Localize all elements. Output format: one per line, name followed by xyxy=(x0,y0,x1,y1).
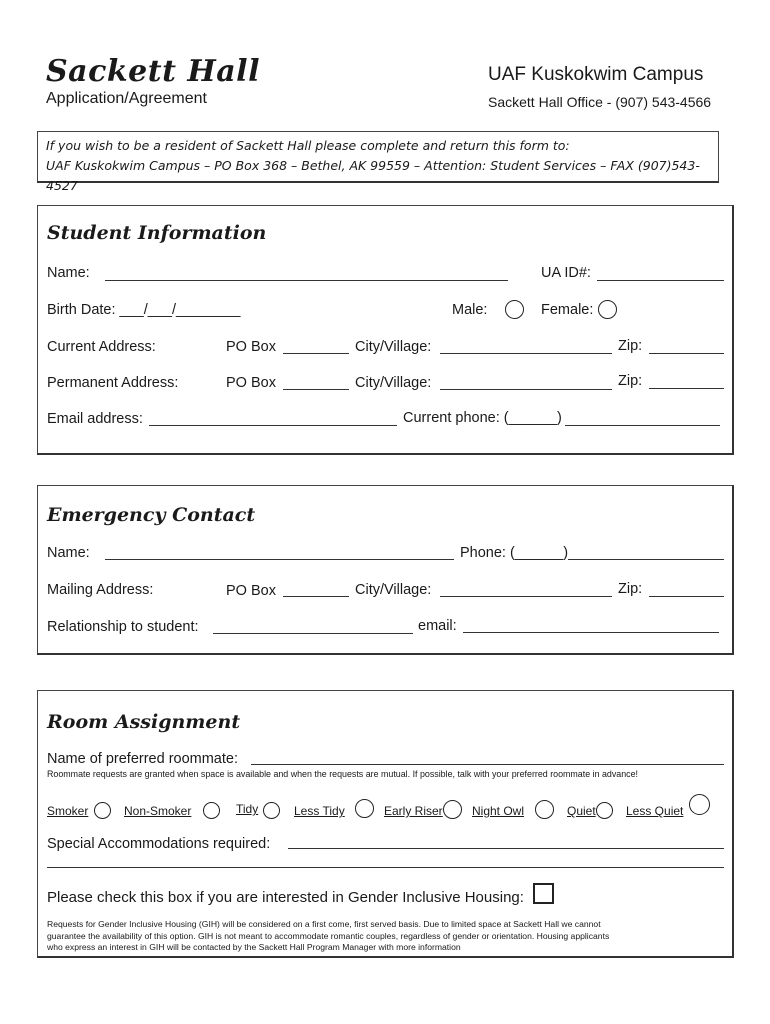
email-field[interactable] xyxy=(149,425,397,426)
pref-quiet-radio[interactable] xyxy=(596,802,613,819)
student-name-field[interactable] xyxy=(105,280,508,281)
gih-note-line-2: guarantee the availability of this option. GIH is not meant to accommodate romantic couples, regardless of gender or orientation. Housing applicants xyxy=(47,931,610,941)
permanent-zip-label: Zip: xyxy=(618,373,643,389)
gih-label: Please check this box if you are interested in Gender Inclusive Housing: xyxy=(47,889,524,906)
room-section-title: Room Assignment xyxy=(47,711,241,733)
pref-smoker-label: Smoker xyxy=(47,804,89,818)
emergency-section-title: Emergency Contact xyxy=(47,504,256,526)
permanent-address-label: Permanent Address: xyxy=(47,375,179,391)
emergency-email-label: email: xyxy=(418,618,457,634)
office-phone: Sackett Hall Office - (907) 543-4566 xyxy=(488,94,712,110)
permanent-po-box-label: PO Box xyxy=(226,375,276,391)
pref-night-owl-label: Night Owl xyxy=(472,804,525,818)
male-radio[interactable] xyxy=(505,300,524,319)
gih-checkbox[interactable] xyxy=(533,883,554,904)
emergency-phone-field[interactable] xyxy=(568,559,724,560)
ua-id-field[interactable] xyxy=(597,280,724,281)
relationship-field[interactable] xyxy=(213,633,413,634)
pref-night-owl-radio[interactable] xyxy=(535,800,554,819)
emergency-city-field[interactable] xyxy=(440,596,612,597)
current-po-box-label: PO Box xyxy=(226,339,276,355)
emergency-email-field[interactable] xyxy=(463,632,719,633)
gih-note-line-1: Requests for Gender Inclusive Housing (GIH) will be considered on a first come, first served basis. Due to limited space at Sackett Hall we cannot xyxy=(47,919,601,929)
current-address-label: Current Address: xyxy=(47,339,156,355)
emergency-contact-section xyxy=(37,485,734,655)
current-city-label: City/Village: xyxy=(355,339,432,355)
campus-name: UAF Kuskokwim Campus xyxy=(488,64,704,85)
permanent-zip-field[interactable] xyxy=(649,388,724,389)
emergency-name-label: Name: xyxy=(47,545,90,561)
form-title: Sackett Hall xyxy=(46,54,260,89)
special-accommodations-field-1[interactable] xyxy=(288,848,724,849)
email-label: Email address: xyxy=(47,411,143,427)
current-zip-field[interactable] xyxy=(649,353,724,354)
student-information-section xyxy=(37,205,734,455)
student-section-title: Student Information xyxy=(47,222,267,244)
room-assignment-section xyxy=(37,690,734,958)
pref-non-smoker-radio[interactable] xyxy=(203,802,220,819)
permanent-po-box-field[interactable] xyxy=(283,389,349,390)
emergency-city-label: City/Village: xyxy=(355,582,432,598)
emergency-zip-label: Zip: xyxy=(618,581,643,597)
emergency-po-box-label: PO Box xyxy=(226,583,276,599)
pref-less-quiet-radio[interactable] xyxy=(689,794,710,815)
mailing-address-label: Mailing Address: xyxy=(47,582,154,598)
birth-date-field[interactable]: Birth Date: ___/___/________ xyxy=(47,302,241,318)
pref-tidy-radio[interactable] xyxy=(263,802,280,819)
current-po-box-field[interactable] xyxy=(283,353,349,354)
gih-note-line-3: who express an interest in GIH will be contacted by the Sackett Hall Program Manager with more information xyxy=(47,942,461,952)
roommate-label: Name of preferred roommate: xyxy=(47,751,238,767)
pref-quiet-label: Quiet xyxy=(567,804,596,818)
permanent-city-label: City/Village: xyxy=(355,375,432,391)
emergency-phone-label: Phone: (______) xyxy=(460,545,569,561)
notice-line-2: UAF Kuskokwim Campus – PO Box 368 – Bethel, AK 99559 – Attention: Student Services – FAX (907)543-4527 xyxy=(46,158,700,193)
permanent-city-field[interactable] xyxy=(440,389,612,390)
emergency-zip-field[interactable] xyxy=(649,596,724,597)
pref-less-tidy-radio[interactable] xyxy=(355,799,374,818)
relationship-label: Relationship to student: xyxy=(47,619,199,635)
special-accommodations-field-2[interactable] xyxy=(47,867,724,868)
pref-less-tidy-label: Less Tidy xyxy=(294,804,345,818)
emergency-name-field[interactable] xyxy=(105,559,454,560)
form-subtitle: Application/Agreement xyxy=(46,90,207,107)
current-phone-field[interactable] xyxy=(565,425,720,426)
emergency-po-box-field[interactable] xyxy=(283,596,349,597)
roommate-field[interactable] xyxy=(251,764,724,765)
notice-line-1: If you wish to be a resident of Sackett Hall please complete and return this form to: xyxy=(46,138,570,153)
male-label: Male: xyxy=(452,302,488,318)
pref-non-smoker-label: Non-Smoker xyxy=(124,804,192,818)
current-zip-label: Zip: xyxy=(618,338,643,354)
female-radio[interactable] xyxy=(598,300,617,319)
pref-less-quiet-label: Less Quiet xyxy=(626,804,684,818)
pref-early-riser-radio[interactable] xyxy=(443,800,462,819)
student-name-label: Name: xyxy=(47,265,90,281)
pref-tidy-label: Tidy xyxy=(236,802,259,816)
female-label: Female: xyxy=(541,302,594,318)
submission-notice xyxy=(37,131,719,193)
roommate-note: Roommate requests are granted when space is available and when the requests are mutual. If possible, talk with your preferred roommate in advance! xyxy=(47,769,638,779)
current-phone-label: Current phone: (______) xyxy=(403,410,562,426)
pref-smoker-radio[interactable] xyxy=(94,802,111,819)
ua-id-label: UA ID#: xyxy=(541,265,591,281)
pref-early-riser-label: Early Riser xyxy=(384,804,443,818)
current-city-field[interactable] xyxy=(440,353,612,354)
special-accommodations-label: Special Accommodations required: xyxy=(47,836,271,852)
